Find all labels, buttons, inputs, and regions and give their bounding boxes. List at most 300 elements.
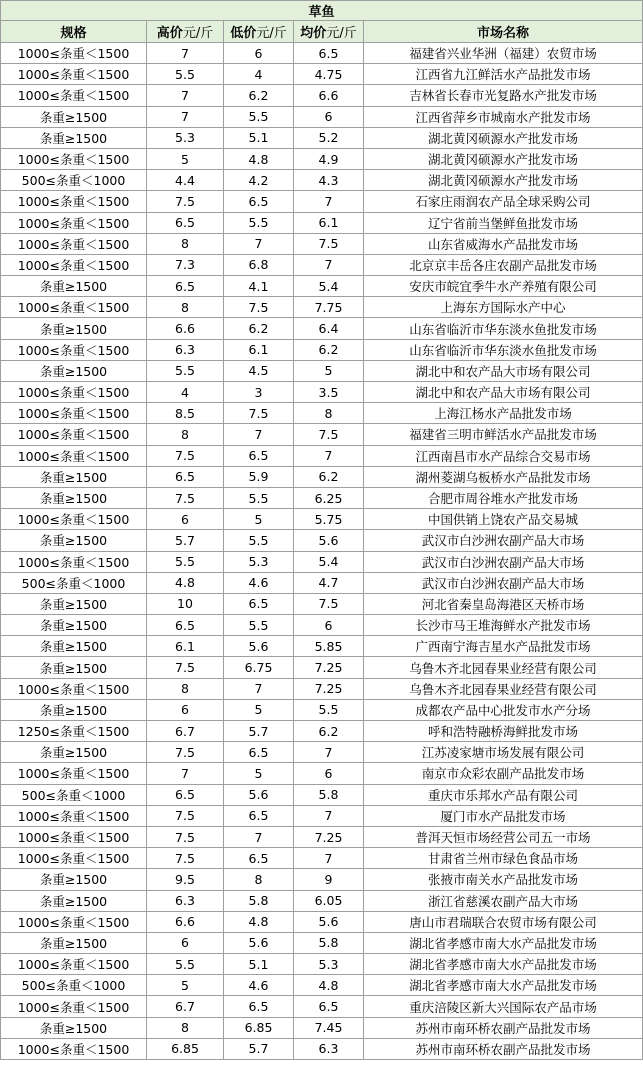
cell-market: 山东省临沂市华东淡水鱼批发市场	[364, 339, 643, 360]
cell-avg: 6.05	[294, 890, 364, 911]
cell-market: 湖北中和农产品大市场有限公司	[364, 382, 643, 403]
table-row	[1, 805, 643, 826]
cell-low: 6.2	[224, 318, 294, 339]
cell-avg: 6.5	[294, 43, 364, 64]
cell-spec: 1000≤条重＜1500	[1, 403, 147, 424]
header-avg-label: 均价	[300, 26, 327, 41]
cell-avg: 5.6	[294, 911, 364, 932]
cell-market: 江西省九江鲜活水产品批发市场	[364, 64, 643, 85]
cell-high: 7.5	[147, 191, 224, 212]
cell-avg: 5.8	[294, 784, 364, 805]
cell-market: 湖北省孝感市南大水产品批发市场	[364, 975, 643, 996]
cell-avg: 7.25	[294, 657, 364, 678]
cell-spec: 1000≤条重＜1500	[1, 424, 147, 445]
cell-avg: 6.2	[294, 466, 364, 487]
cell-high: 5	[147, 975, 224, 996]
table-row	[1, 487, 643, 508]
table-row	[1, 784, 643, 805]
cell-high: 7.5	[147, 445, 224, 466]
cell-avg: 3.5	[294, 382, 364, 403]
cell-avg: 4.9	[294, 148, 364, 169]
cell-high: 7.5	[147, 657, 224, 678]
header-avg-unit: 元/斤	[326, 26, 357, 41]
cell-spec: 条重≥1500	[1, 318, 147, 339]
cell-market: 呼和浩特融桥海鲜批发市场	[364, 721, 643, 742]
cell-market: 武汉市白沙洲农副产品大市场	[364, 572, 643, 593]
cell-avg: 5.2	[294, 127, 364, 148]
cell-high: 8	[147, 424, 224, 445]
cell-avg: 5.5	[294, 699, 364, 720]
cell-low: 4.8	[224, 148, 294, 169]
cell-high: 5.5	[147, 360, 224, 381]
cell-high: 6.5	[147, 212, 224, 233]
cell-avg: 6.5	[294, 996, 364, 1017]
table-row	[1, 148, 643, 169]
cell-spec: 条重≥1500	[1, 530, 147, 551]
cell-low: 6	[224, 43, 294, 64]
cell-avg: 5.3	[294, 954, 364, 975]
cell-low: 6.5	[224, 445, 294, 466]
cell-low: 4.2	[224, 170, 294, 191]
table-row	[1, 1038, 643, 1059]
cell-avg: 6.6	[294, 85, 364, 106]
cell-low: 6.5	[224, 593, 294, 614]
cell-high: 8	[147, 1017, 224, 1038]
cell-spec: 1000≤条重＜1500	[1, 43, 147, 64]
cell-market: 河北省秦皇岛海港区天桥市场	[364, 593, 643, 614]
cell-low: 6.1	[224, 339, 294, 360]
cell-avg: 6.25	[294, 487, 364, 508]
cell-high: 8.5	[147, 403, 224, 424]
cell-avg: 7	[294, 445, 364, 466]
cell-low: 4.6	[224, 572, 294, 593]
cell-market: 湖北省孝感市南大水产品批发市场	[364, 954, 643, 975]
cell-spec: 1000≤条重＜1500	[1, 254, 147, 275]
cell-low: 5.7	[224, 721, 294, 742]
cell-spec: 1000≤条重＜1500	[1, 848, 147, 869]
table-row	[1, 551, 643, 572]
cell-avg: 7	[294, 191, 364, 212]
cell-market: 湖州菱湖乌板桥水产品批发市场	[364, 466, 643, 487]
cell-avg: 7.75	[294, 297, 364, 318]
cell-avg: 6.3	[294, 1038, 364, 1059]
cell-avg: 8	[294, 403, 364, 424]
cell-spec: 条重≥1500	[1, 636, 147, 657]
cell-low: 5.5	[224, 615, 294, 636]
cell-low: 6.5	[224, 191, 294, 212]
header-avg	[294, 21, 364, 43]
cell-avg: 4.7	[294, 572, 364, 593]
cell-market: 福建省三明市鲜活水产品批发市场	[364, 424, 643, 445]
cell-high: 6.5	[147, 276, 224, 297]
cell-spec: 条重≥1500	[1, 593, 147, 614]
cell-market: 福建省兴业华洲（福建）农贸市场	[364, 43, 643, 64]
cell-low: 7	[224, 826, 294, 847]
cell-high: 9.5	[147, 869, 224, 890]
table-row	[1, 869, 643, 890]
cell-high: 7.5	[147, 487, 224, 508]
cell-high: 6.6	[147, 911, 224, 932]
table-row	[1, 636, 643, 657]
cell-high: 5	[147, 148, 224, 169]
cell-spec: 条重≥1500	[1, 699, 147, 720]
cell-high: 10	[147, 593, 224, 614]
cell-high: 8	[147, 233, 224, 254]
cell-high: 7	[147, 763, 224, 784]
cell-low: 5.8	[224, 890, 294, 911]
cell-spec: 1000≤条重＜1500	[1, 64, 147, 85]
table-row	[1, 403, 643, 424]
cell-spec: 1000≤条重＜1500	[1, 445, 147, 466]
cell-market: 苏州市南环桥农副产品批发市场	[364, 1038, 643, 1059]
cell-market: 江西省萍乡市城南水产批发市场	[364, 106, 643, 127]
cell-high: 6.3	[147, 890, 224, 911]
table-row	[1, 593, 643, 614]
cell-market: 长沙市马王堆海鲜水产批发市场	[364, 615, 643, 636]
cell-spec: 条重≥1500	[1, 276, 147, 297]
cell-market: 重庆涪陵区新大兴国际农产品市场	[364, 996, 643, 1017]
cell-avg: 7.5	[294, 233, 364, 254]
cell-spec: 条重≥1500	[1, 742, 147, 763]
cell-market: 上海江杨水产品批发市场	[364, 403, 643, 424]
cell-spec: 1000≤条重＜1500	[1, 996, 147, 1017]
cell-avg: 5.6	[294, 530, 364, 551]
cell-market: 江西南昌市水产品综合交易市场	[364, 445, 643, 466]
cell-avg: 6.1	[294, 212, 364, 233]
cell-avg: 7	[294, 805, 364, 826]
cell-avg: 7.25	[294, 678, 364, 699]
cell-market: 乌鲁木齐北园春果业经营有限公司	[364, 657, 643, 678]
table-row	[1, 721, 643, 742]
cell-market: 合肥市周谷堆水产批发市场	[364, 487, 643, 508]
cell-high: 8	[147, 678, 224, 699]
cell-avg: 6	[294, 763, 364, 784]
cell-high: 6.5	[147, 615, 224, 636]
cell-low: 4.6	[224, 975, 294, 996]
cell-spec: 1000≤条重＜1500	[1, 805, 147, 826]
cell-low: 7.5	[224, 297, 294, 318]
cell-high: 7	[147, 85, 224, 106]
table-row	[1, 339, 643, 360]
cell-spec: 1000≤条重＜1500	[1, 339, 147, 360]
cell-spec: 1000≤条重＜1500	[1, 85, 147, 106]
cell-market: 成都农产品中心批发市水产分场	[364, 699, 643, 720]
cell-market: 湖北省孝感市南大水产品批发市场	[364, 932, 643, 953]
cell-spec: 1000≤条重＜1500	[1, 191, 147, 212]
cell-low: 5.9	[224, 466, 294, 487]
table-row	[1, 826, 643, 847]
table-row	[1, 85, 643, 106]
cell-low: 5.6	[224, 784, 294, 805]
cell-spec: 条重≥1500	[1, 106, 147, 127]
cell-low: 5.5	[224, 212, 294, 233]
cell-market: 湖北黄冈硕源水产批发市场	[364, 127, 643, 148]
cell-avg: 5	[294, 360, 364, 381]
cell-avg: 7	[294, 254, 364, 275]
cell-spec: 1000≤条重＜1500	[1, 297, 147, 318]
cell-spec: 条重≥1500	[1, 360, 147, 381]
cell-high: 7.5	[147, 826, 224, 847]
cell-avg: 9	[294, 869, 364, 890]
table-row	[1, 975, 643, 996]
cell-market: 南京市众彩农副产品批发市场	[364, 763, 643, 784]
header-market: 市场名称	[364, 21, 643, 43]
table-row	[1, 699, 643, 720]
cell-low: 3	[224, 382, 294, 403]
cell-high: 6.3	[147, 339, 224, 360]
cell-low: 4.8	[224, 911, 294, 932]
cell-avg: 7.25	[294, 826, 364, 847]
cell-low: 4	[224, 64, 294, 85]
cell-avg: 4.8	[294, 975, 364, 996]
cell-avg: 6.2	[294, 721, 364, 742]
cell-high: 7	[147, 43, 224, 64]
table-row	[1, 64, 643, 85]
cell-spec: 1000≤条重＜1500	[1, 826, 147, 847]
table-row	[1, 424, 643, 445]
cell-low: 6.2	[224, 85, 294, 106]
cell-spec: 1000≤条重＜1500	[1, 678, 147, 699]
cell-avg: 7	[294, 848, 364, 869]
cell-high: 7.5	[147, 805, 224, 826]
table-row	[1, 996, 643, 1017]
cell-spec: 1000≤条重＜1500	[1, 911, 147, 932]
cell-spec: 1000≤条重＜1500	[1, 148, 147, 169]
cell-high: 7.3	[147, 254, 224, 275]
cell-spec: 条重≥1500	[1, 890, 147, 911]
cell-market: 山东省威海水产品批发市场	[364, 233, 643, 254]
cell-avg: 6.4	[294, 318, 364, 339]
cell-spec: 1000≤条重＜1500	[1, 551, 147, 572]
cell-avg: 4.75	[294, 64, 364, 85]
cell-avg: 7.5	[294, 424, 364, 445]
cell-low: 5	[224, 509, 294, 530]
cell-high: 6.5	[147, 466, 224, 487]
table-row	[1, 254, 643, 275]
header-high-label: 高价	[156, 26, 183, 41]
cell-high: 6.5	[147, 784, 224, 805]
table-row	[1, 678, 643, 699]
table-row	[1, 848, 643, 869]
table-row	[1, 318, 643, 339]
cell-market: 乌鲁木齐北园春果业经营有限公司	[364, 678, 643, 699]
cell-high: 6.6	[147, 318, 224, 339]
cell-spec: 1000≤条重＜1500	[1, 509, 147, 530]
cell-low: 5.1	[224, 954, 294, 975]
cell-market: 甘肃省兰州市绿色食品市场	[364, 848, 643, 869]
cell-spec: 500≤条重＜1000	[1, 572, 147, 593]
cell-spec: 条重≥1500	[1, 869, 147, 890]
table-row	[1, 932, 643, 953]
cell-spec: 500≤条重＜1000	[1, 170, 147, 191]
cell-avg: 5.8	[294, 932, 364, 953]
cell-market: 湖北中和农产品大市场有限公司	[364, 360, 643, 381]
table-row	[1, 191, 643, 212]
cell-market: 上海东方国际水产中心	[364, 297, 643, 318]
cell-low: 6.5	[224, 805, 294, 826]
cell-market: 普洱天恒市场经营公司五一市场	[364, 826, 643, 847]
cell-market: 张掖市南关水产品批发市场	[364, 869, 643, 890]
cell-low: 7	[224, 424, 294, 445]
cell-spec: 1000≤条重＜1500	[1, 382, 147, 403]
cell-low: 4.1	[224, 276, 294, 297]
table-row	[1, 360, 643, 381]
cell-avg: 7.45	[294, 1017, 364, 1038]
cell-market: 湖北黄冈硕源水产批发市场	[364, 148, 643, 169]
header-high	[147, 21, 224, 43]
table-row	[1, 763, 643, 784]
cell-low: 8	[224, 869, 294, 890]
cell-high: 5.5	[147, 551, 224, 572]
cell-market: 山东省临沂市华东淡水鱼批发市场	[364, 318, 643, 339]
cell-spec: 条重≥1500	[1, 127, 147, 148]
cell-market: 北京京丰岳各庄农副产品批发市场	[364, 254, 643, 275]
cell-high: 6.7	[147, 721, 224, 742]
cell-spec: 500≤条重＜1000	[1, 784, 147, 805]
cell-spec: 1000≤条重＜1500	[1, 763, 147, 784]
cell-high: 5.3	[147, 127, 224, 148]
cell-market: 重庆市乐邦水产品有限公司	[364, 784, 643, 805]
cell-low: 5.5	[224, 530, 294, 551]
cell-high: 6.7	[147, 996, 224, 1017]
cell-high: 7.5	[147, 742, 224, 763]
cell-market: 武汉市白沙洲农副产品大市场	[364, 551, 643, 572]
cell-high: 4	[147, 382, 224, 403]
cell-high: 8	[147, 297, 224, 318]
cell-spec: 条重≥1500	[1, 466, 147, 487]
cell-market: 苏州市南环桥农副产品批发市场	[364, 1017, 643, 1038]
table-row	[1, 43, 643, 64]
cell-low: 5.3	[224, 551, 294, 572]
cell-low: 7	[224, 233, 294, 254]
cell-low: 5.1	[224, 127, 294, 148]
table-row	[1, 742, 643, 763]
header-low-unit: 元/斤	[256, 26, 287, 41]
cell-spec: 1250≤条重＜1500	[1, 721, 147, 742]
cell-market: 辽宁省前当堡鲜鱼批发市场	[364, 212, 643, 233]
cell-market: 浙江省慈溪农副产品大市场	[364, 890, 643, 911]
cell-market: 江苏凌家塘市场发展有限公司	[364, 742, 643, 763]
table-row	[1, 530, 643, 551]
cell-avg: 4.3	[294, 170, 364, 191]
cell-high: 7.5	[147, 848, 224, 869]
cell-market: 中国供销上饶农产品交易城	[364, 509, 643, 530]
cell-spec: 1000≤条重＜1500	[1, 212, 147, 233]
table-row	[1, 170, 643, 191]
cell-low: 5.6	[224, 932, 294, 953]
table-row	[1, 911, 643, 932]
cell-low: 6.5	[224, 996, 294, 1017]
cell-spec: 条重≥1500	[1, 1017, 147, 1038]
cell-avg: 6	[294, 615, 364, 636]
table-row	[1, 890, 643, 911]
table-row	[1, 382, 643, 403]
table-row	[1, 615, 643, 636]
header-high-unit: 元/斤	[182, 26, 214, 41]
cell-market: 吉林省长春市光复路水产批发市场	[364, 85, 643, 106]
table-row	[1, 1017, 643, 1038]
cell-avg: 5.75	[294, 509, 364, 530]
cell-spec: 1000≤条重＜1500	[1, 233, 147, 254]
cell-market: 安庆市皖宜季牛水产养殖有限公司	[364, 276, 643, 297]
cell-low: 4.5	[224, 360, 294, 381]
cell-avg: 6	[294, 106, 364, 127]
cell-low: 6.5	[224, 848, 294, 869]
table-row	[1, 954, 643, 975]
cell-spec: 500≤条重＜1000	[1, 975, 147, 996]
cell-high: 4.8	[147, 572, 224, 593]
cell-market: 唐山市君瑞联合农贸市场有限公司	[364, 911, 643, 932]
cell-high: 5.5	[147, 954, 224, 975]
cell-spec: 条重≥1500	[1, 657, 147, 678]
table-row	[1, 297, 643, 318]
cell-low: 5.6	[224, 636, 294, 657]
table-body	[1, 43, 643, 1060]
cell-low: 6.85	[224, 1017, 294, 1038]
cell-spec: 1000≤条重＜1500	[1, 954, 147, 975]
cell-high: 6	[147, 509, 224, 530]
cell-avg: 5.4	[294, 551, 364, 572]
cell-low: 6.75	[224, 657, 294, 678]
cell-high: 5.7	[147, 530, 224, 551]
cell-high: 6	[147, 932, 224, 953]
table-row	[1, 276, 643, 297]
cell-market: 厦门市水产品批发市场	[364, 805, 643, 826]
table-row	[1, 233, 643, 254]
cell-low: 5.5	[224, 106, 294, 127]
table-title: 草鱼	[1, 1, 643, 21]
cell-low: 5	[224, 763, 294, 784]
table-row	[1, 212, 643, 233]
cell-avg: 5.85	[294, 636, 364, 657]
cell-low: 5	[224, 699, 294, 720]
table-row	[1, 106, 643, 127]
header-low	[224, 21, 294, 43]
cell-market: 广西南宁海吉星水产品批发市场	[364, 636, 643, 657]
cell-spec: 条重≥1500	[1, 487, 147, 508]
header-low-label: 低价	[230, 26, 257, 41]
cell-high: 5.5	[147, 64, 224, 85]
cell-low: 7	[224, 678, 294, 699]
cell-high: 6.1	[147, 636, 224, 657]
cell-spec: 条重≥1500	[1, 615, 147, 636]
cell-spec: 1000≤条重＜1500	[1, 1038, 147, 1059]
table-row	[1, 445, 643, 466]
table-row	[1, 509, 643, 530]
cell-avg: 7.5	[294, 593, 364, 614]
cell-market: 湖北黄冈硕源水产批发市场	[364, 170, 643, 191]
table-row	[1, 466, 643, 487]
cell-market: 石家庄雨润农产品全球采购公司	[364, 191, 643, 212]
cell-high: 4.4	[147, 170, 224, 191]
cell-high: 6	[147, 699, 224, 720]
cell-high: 6.85	[147, 1038, 224, 1059]
cell-low: 6.8	[224, 254, 294, 275]
table-row	[1, 572, 643, 593]
cell-low: 6.5	[224, 742, 294, 763]
cell-avg: 7	[294, 742, 364, 763]
cell-avg: 6.2	[294, 339, 364, 360]
table-row	[1, 657, 643, 678]
cell-low: 5.5	[224, 487, 294, 508]
cell-spec: 条重≥1500	[1, 932, 147, 953]
cell-market: 武汉市白沙洲农副产品大市场	[364, 530, 643, 551]
cell-avg: 5.4	[294, 276, 364, 297]
cell-high: 7	[147, 106, 224, 127]
header-spec: 规格	[1, 21, 147, 43]
cell-low: 7.5	[224, 403, 294, 424]
table-row	[1, 127, 643, 148]
